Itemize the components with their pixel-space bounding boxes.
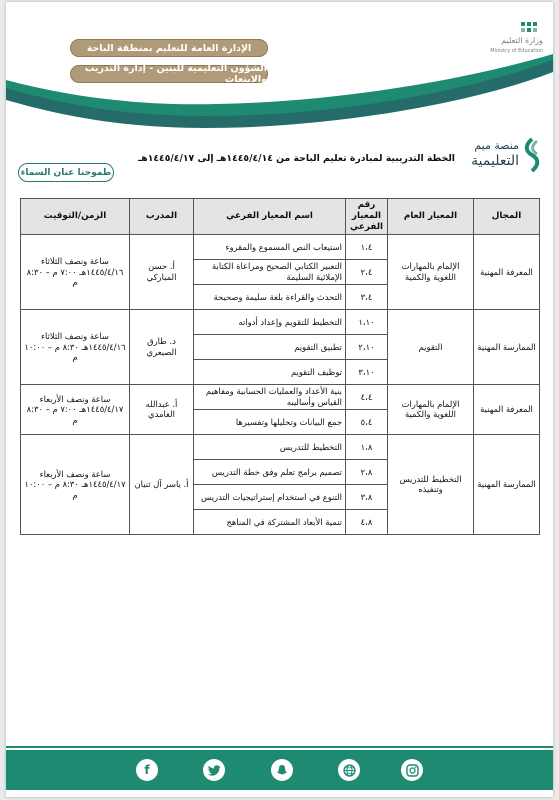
header-sub-number: رقم المعيار الفرعي: [346, 199, 388, 235]
page-title: الخطة التدريبية لمبادرة تعليم الباحة من ١٤٤٥/٤/١٤هـ إلى ١٤٤٥/٤/١٧هـ: [138, 153, 455, 164]
table-header-row: [21, 199, 540, 235]
admin-pill: الإدارة العامة للتعليم بمنطقة الباحة: [70, 39, 268, 57]
footer-bar: [6, 750, 553, 790]
page: [6, 2, 553, 797]
time-cell: ساعة ونصف الأربعاء ١٤٤٥/٤/١٧هـ ٨:٣٠ م – ١٠:٠٠ م: [21, 434, 130, 534]
snapchat-icon[interactable]: [271, 759, 293, 781]
domain-cell: المعرفة المهنية: [474, 384, 540, 434]
trainer-cell: أ. حسن المباركي: [130, 234, 194, 309]
general-standard-cell: الإلمام بالمهارات اللغوية والكمية: [388, 234, 474, 309]
meem-brand-line1: منصة ميم: [474, 139, 519, 152]
sub-number-cell: ٢،٨: [346, 459, 388, 484]
sub-name-cell: تنمية الأبعاد المشتركة في المناهج: [194, 509, 346, 534]
sub-name-cell: التخطيط للتقويم وإعداد أدواته: [194, 309, 346, 334]
time-cell: ساعة ونصف الثلاثاء ١٤٤٥/٤/١٦هـ ٨:٣٠ م – ١٠:٠٠ م: [21, 309, 130, 384]
header-trainer: المدرب: [130, 199, 194, 235]
sub-number-cell: ٥،٤: [346, 409, 388, 434]
training-plan-table: [20, 198, 540, 535]
sub-number-cell: ٤،٨: [346, 509, 388, 534]
meem-platform-logo: [471, 137, 541, 179]
sub-name-cell: التعبير الكتابي الصحيح ومراعاة الكتابة الإملائية السليمة: [194, 259, 346, 284]
header-sub-name: اسم المعيار الفرعي: [194, 199, 346, 235]
trainer-cell: أ. ياسر آل ثنيان: [130, 434, 194, 534]
sub-name-cell: التنوع في استخدام إستراتيجيات التدريس: [194, 484, 346, 509]
meem-logo-icon: [523, 137, 541, 173]
sub-name-cell: توظيف التقويم: [194, 359, 346, 384]
header-domain: المجال: [474, 199, 540, 235]
sub-number-cell: ٢،١٠: [346, 334, 388, 359]
meem-brand-line2: التعليمية: [471, 153, 519, 169]
trainer-cell: د. طارق الصيعري: [130, 309, 194, 384]
ministry-name-ar: وزارة التعليم: [501, 36, 543, 45]
general-standard-cell: التخطيط للتدريس وتنفيذه: [388, 434, 474, 534]
instagram-icon[interactable]: [401, 759, 423, 781]
sub-name-cell: تطبيق التقويم: [194, 334, 346, 359]
sub-number-cell: ١،٤: [346, 234, 388, 259]
sub-number-cell: ١،١٠: [346, 309, 388, 334]
domain-cell: الممارسة المهنية: [474, 309, 540, 384]
sub-number-cell: ٤،٤: [346, 384, 388, 409]
sub-name-cell: استيعاب النص المسموع والمقروء: [194, 234, 346, 259]
sub-name-cell: التخطيط للتدريس: [194, 434, 346, 459]
facebook-icon[interactable]: f: [136, 759, 158, 781]
domain-cell: المعرفة المهنية: [474, 234, 540, 309]
sub-number-cell: ٣،١٠: [346, 359, 388, 384]
header-general-standard: المعيار العام: [388, 199, 474, 235]
slogan-badge: طموحنا عنان السماء: [18, 163, 114, 182]
trainer-cell: أ. عبدالله الغامدي: [130, 384, 194, 434]
table-row: [21, 434, 540, 459]
sub-name-cell: جمع البيانات وتحليلها وتفسيرها: [194, 409, 346, 434]
sub-number-cell: ١،٨: [346, 434, 388, 459]
table-row: [21, 309, 540, 334]
globe-icon[interactable]: [338, 759, 360, 781]
sub-name-cell: التحدث والقراءة بلغة سليمة وصحيحة: [194, 284, 346, 309]
department-pill: الشؤون التعليمية للبنين - إدارة التدريب والابتعاث: [70, 65, 268, 83]
table-row: [21, 384, 540, 409]
domain-cell: الممارسة المهنية: [474, 434, 540, 534]
sub-number-cell: ٣،٤: [346, 284, 388, 309]
twitter-icon[interactable]: [203, 759, 225, 781]
general-standard-cell: الإلمام بالمهارات اللغوية والكمية: [388, 384, 474, 434]
time-cell: ساعة ونصف الثلاثاء ١٤٤٥/٤/١٦هـ ٧:٠٠ م – ٨:٣٠ م: [21, 234, 130, 309]
sub-number-cell: ٢،٤: [346, 259, 388, 284]
sub-name-cell: بنية الأعداد والعمليات الحسابية ومفاهيم القياس وأساليبه: [194, 384, 346, 409]
sub-name-cell: تصميم برامج تعلم وفق خطة التدريس: [194, 459, 346, 484]
ministry-name-en: Ministry of Education: [490, 48, 543, 54]
header-time: الزمن/التوقيت: [21, 199, 130, 235]
time-cell: ساعة ونصف الأربعاء ١٤٤٥/٤/١٧هـ ٧:٠٠ م – ٨:٣٠ م: [21, 384, 130, 434]
sub-number-cell: ٣،٨: [346, 484, 388, 509]
footer-divider: [6, 746, 553, 748]
general-standard-cell: التقويم: [388, 309, 474, 384]
table-row: [21, 234, 540, 259]
